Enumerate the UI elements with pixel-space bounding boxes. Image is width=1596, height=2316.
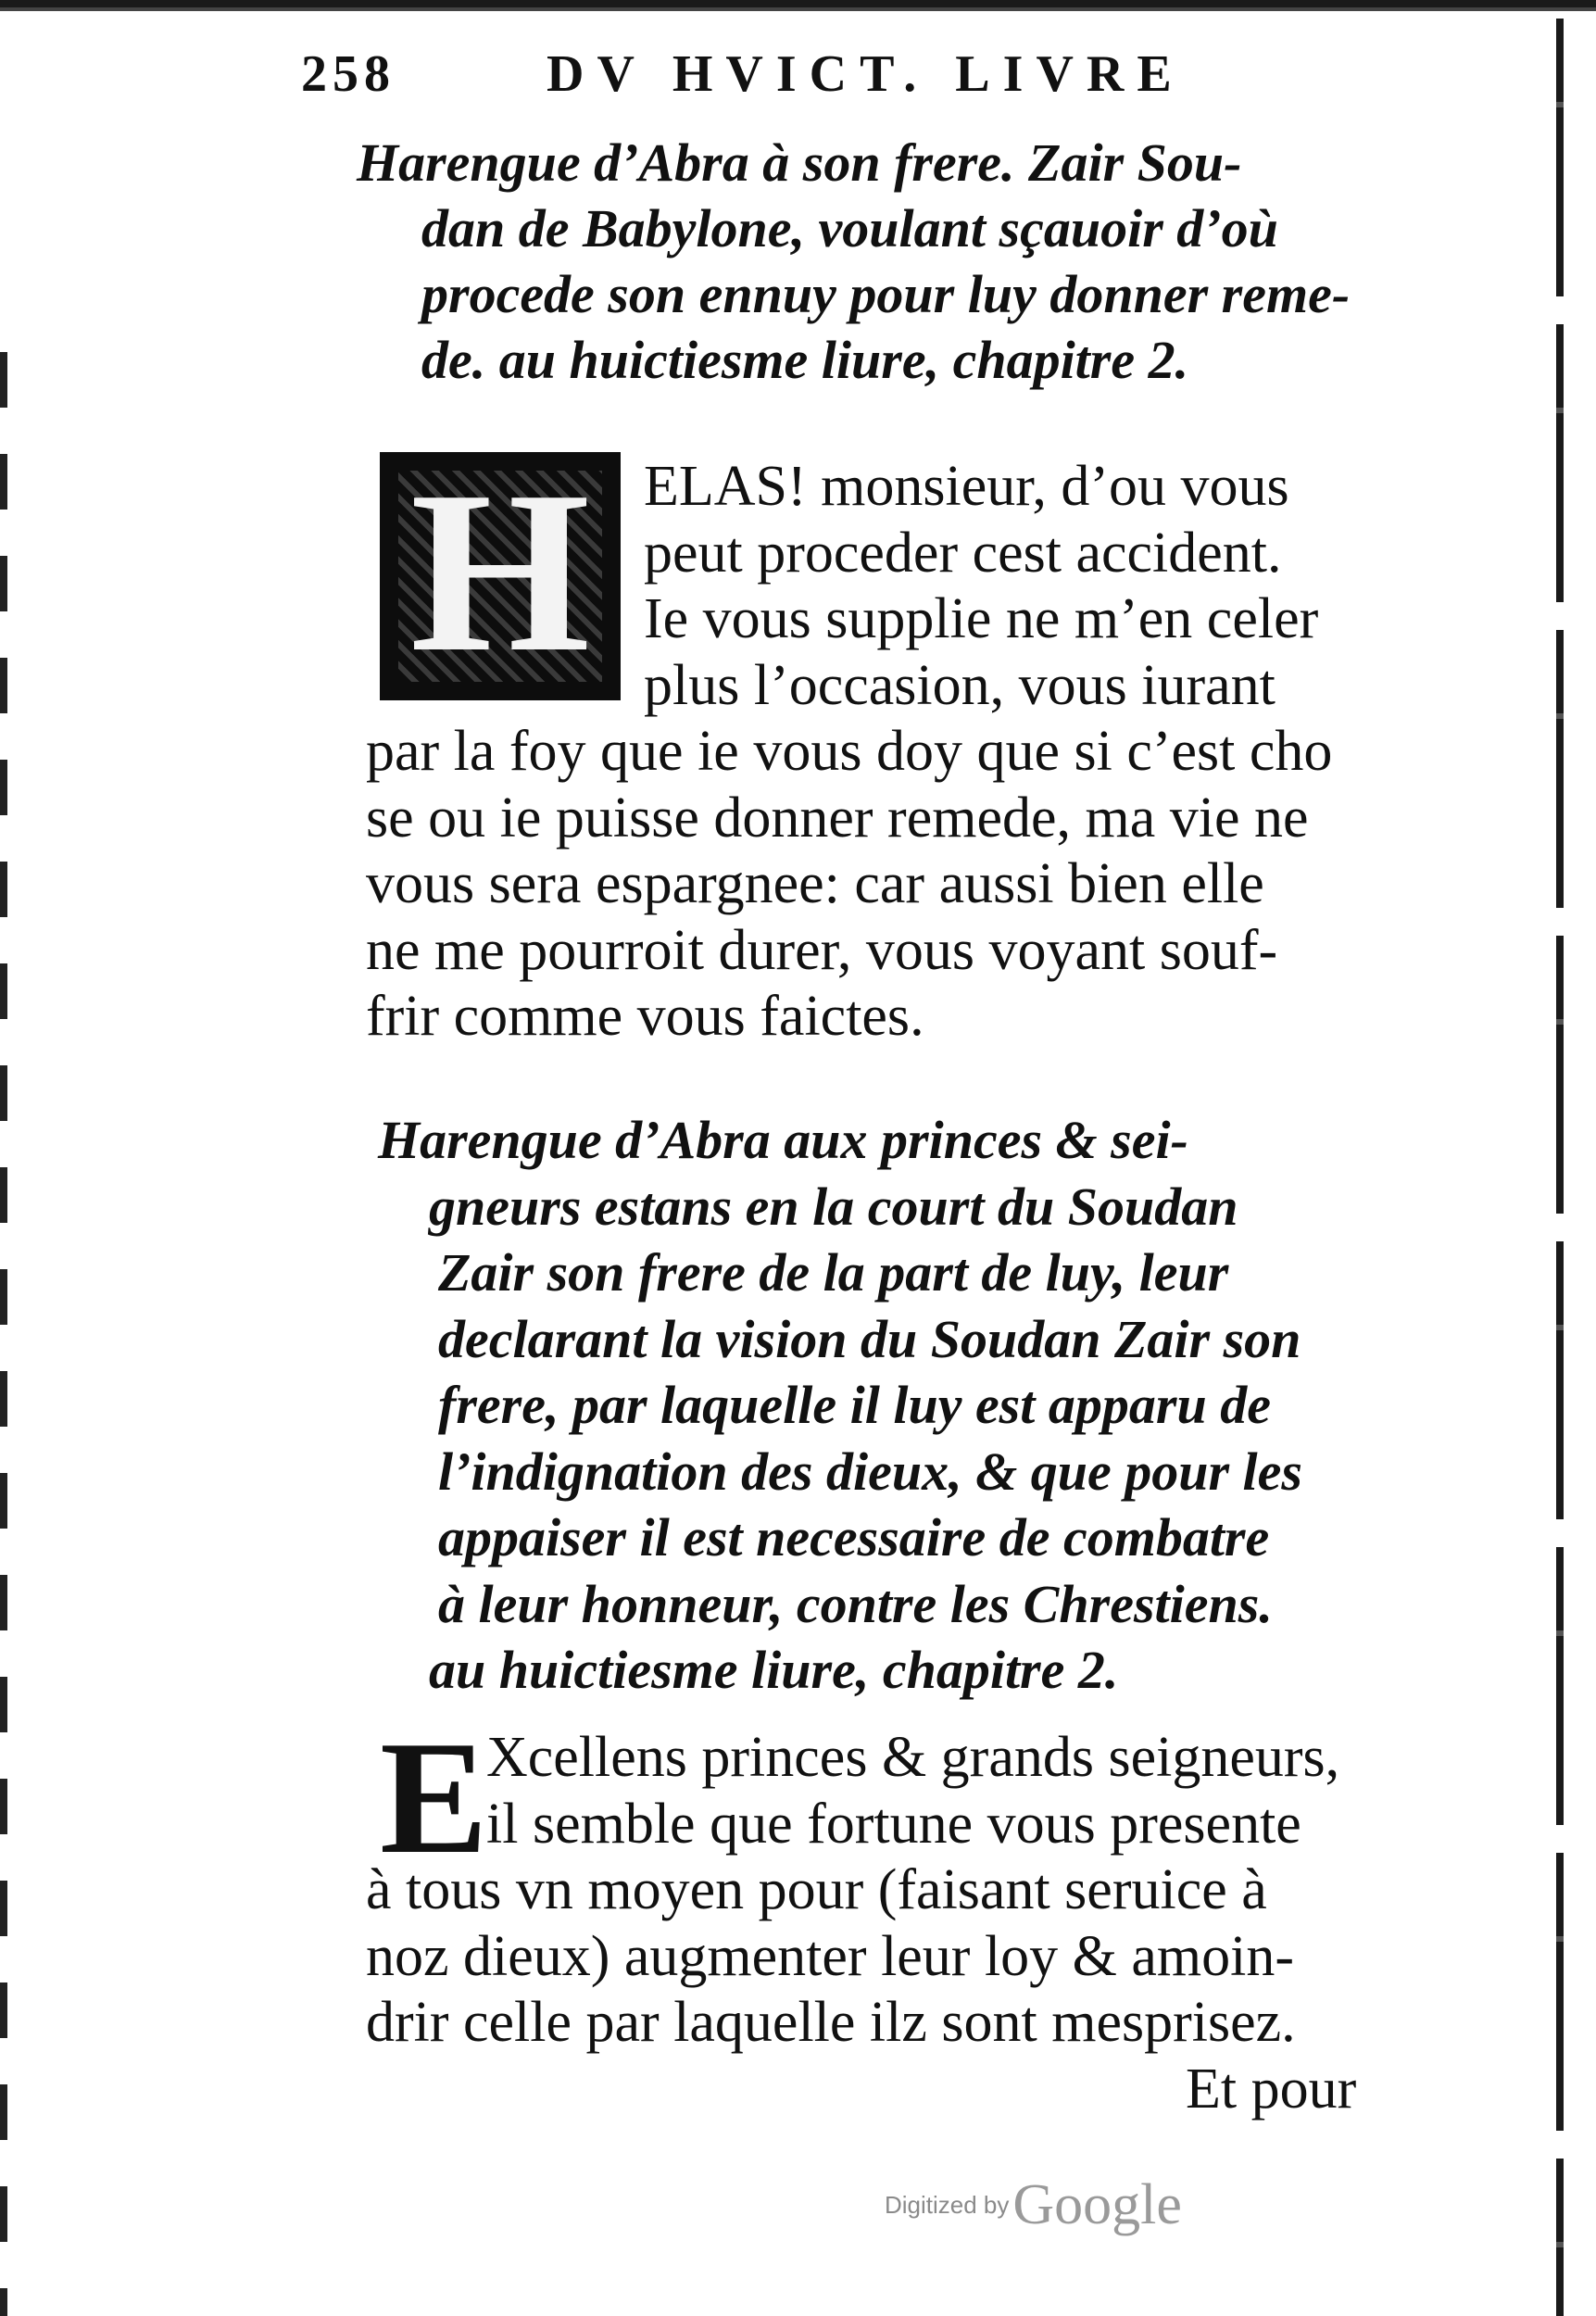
drop-cap-letter: H [409, 444, 591, 700]
summary-2 [378, 1107, 1302, 1704]
text-line: noz dieux) augmenter leur loy & amoin- [366, 1924, 1295, 1988]
ornamental-drop-cap [380, 444, 621, 700]
summary-line: appaiser il est necessaire de combatre [438, 1507, 1270, 1567]
catchword-text: Et pour [1186, 2058, 1357, 2121]
text-line: il semble que fortune vous presente [486, 1792, 1301, 1856]
summary-line: frere, par laquelle il luy est apparu de [438, 1375, 1271, 1435]
summary-line: Harengue d’Abra aux princes & sei- [378, 1110, 1188, 1170]
scan-top-edge [0, 0, 1596, 20]
summary-line: de. au huictiesme liure, chapitre 2. [421, 330, 1189, 390]
paragraph-1-indented [644, 454, 1318, 719]
text-line: se ou ie puisse donner remede, ma vie ne [366, 786, 1309, 850]
scan-right-edge [1556, 19, 1564, 2316]
text-line: à tous vn moyen pour (faisant seruice à [366, 1858, 1267, 1921]
text-line: plus l’occasion, vous iurant [644, 653, 1276, 717]
text-line: Ie vous supplie ne m’en celer [644, 587, 1319, 650]
summary-line: Harengue d’Abra à son frere. Zair Sou- [357, 132, 1242, 193]
catchword [1186, 2057, 1356, 2123]
watermark-prefix: Digitized by [885, 2191, 1010, 2219]
summary-1 [357, 130, 1350, 393]
text-line: par la foy que ie vous doy que si c’est cho [366, 720, 1333, 783]
summary-line: Zair son frere de la part de luy, leur [438, 1242, 1229, 1303]
summary-line: dan de Babylone, voulant sçauoir d’où [421, 198, 1278, 258]
summary-line: l’indignation des dieux, & que pour les [438, 1441, 1302, 1502]
summary-line: au huictiesme liure, chapitre 2. [429, 1640, 1119, 1700]
text-line: ELAS! monsieur, d’ou vous [644, 455, 1289, 518]
text-line: frir comme vous faictes. [366, 985, 924, 1048]
summary-line: à leur honneur, contre les Chrestiens. [438, 1573, 1273, 1634]
text-line: peut proceder cest accident. [644, 521, 1282, 585]
running-head [301, 44, 1264, 109]
paragraph-2-full [366, 1857, 1296, 2057]
paragraph-1-full [366, 719, 1332, 1051]
drop-cap-letter: E [380, 1707, 488, 1887]
text-line: drir celle par laquelle ilz sont mesprisez. [366, 1991, 1296, 2054]
page-number: 258 [301, 45, 396, 103]
running-title: DV HVICT. LIVRE [547, 45, 1185, 103]
text-line: Xcellens princes & grands seigneurs, [486, 1726, 1340, 1789]
summary-line: gneurs estans en la court du Soudan [429, 1176, 1238, 1237]
summary-line: procede son ennuy pour luy donner reme- [421, 264, 1351, 324]
summary-line: declarant la vision du Soudan Zair son [438, 1308, 1301, 1369]
scan-left-edge [0, 352, 7, 2316]
google-logo: Google [1012, 2173, 1182, 2236]
text-line: ne me pourroit durer, vous voyant souf- [366, 918, 1278, 982]
paragraph-2-indented [486, 1725, 1339, 1857]
text-line: vous sera espargnee: car aussi bien elle [366, 852, 1264, 915]
digitized-by-google-watermark [885, 2172, 1182, 2238]
